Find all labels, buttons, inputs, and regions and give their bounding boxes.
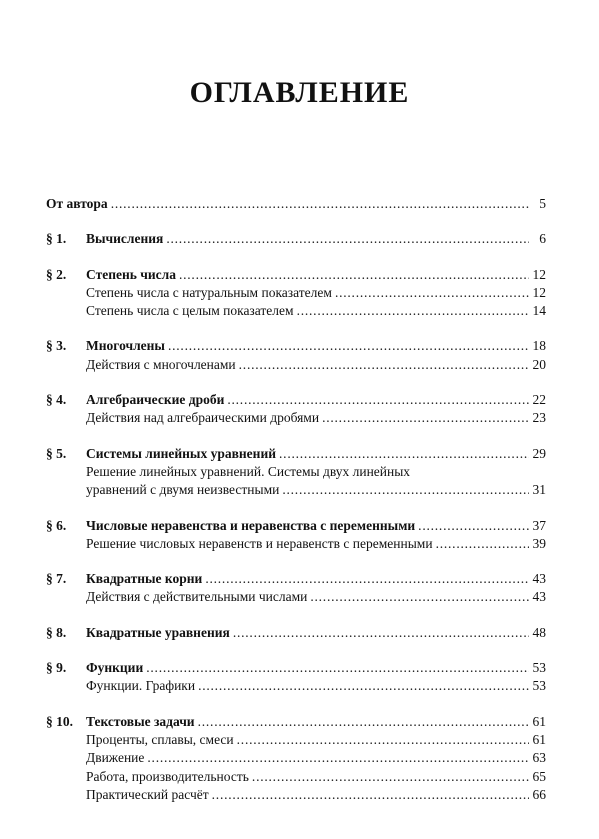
toc-section-number: § 7. — [46, 571, 67, 587]
toc-leader-dots — [205, 570, 529, 588]
toc-page-number: 12 — [532, 284, 546, 300]
toc-entry-title: Системы линейных уравнений — [86, 445, 277, 461]
toc-leader-dots — [322, 409, 529, 427]
toc-entry — [46, 659, 546, 677]
toc-leader-dots — [212, 786, 529, 804]
toc-page-number: 18 — [532, 338, 546, 354]
toc-entry — [46, 749, 546, 767]
toc-entry-title: Степень числа с целым показателем — [86, 303, 294, 319]
toc-page-number: 48 — [532, 624, 546, 640]
toc-page-number: 65 — [532, 768, 546, 784]
toc-entry-title: Работа, производительность — [86, 768, 249, 784]
toc-leader-dots — [279, 445, 529, 463]
toc-entry — [46, 731, 546, 749]
toc-entry — [46, 230, 546, 248]
toc-page-number: 61 — [532, 713, 546, 729]
toc-section-number: § 9. — [46, 660, 67, 676]
toc-page-number: 14 — [532, 303, 546, 319]
toc-section-number: § 2. — [46, 266, 67, 282]
toc-page-number: 61 — [532, 731, 546, 747]
toc-page-number: 20 — [532, 356, 546, 372]
toc-entry — [46, 337, 546, 355]
toc-entry-title: Числовые неравенства и неравенства с переменными — [86, 517, 416, 533]
toc-entry — [46, 768, 546, 786]
toc-page-number: 53 — [532, 678, 546, 694]
toc-leader-dots — [310, 588, 529, 606]
toc-entry — [46, 786, 546, 804]
toc-entry-title: Функции — [86, 660, 144, 676]
toc-leader-dots — [168, 337, 529, 355]
toc-leader-dots — [146, 659, 529, 677]
toc-entry-title: Квадратные уравнения — [86, 624, 230, 640]
toc-page-number: 63 — [532, 750, 546, 766]
table-of-contents — [46, 195, 546, 804]
toc-leader-dots — [233, 624, 529, 642]
toc-page-number: 12 — [532, 266, 546, 282]
toc-entry-title: Практический расчёт — [86, 786, 209, 802]
toc-section-number: § 1. — [46, 231, 67, 247]
toc-entry-title: Алгебраические дроби — [86, 392, 225, 408]
toc-entry — [46, 517, 546, 535]
toc-leader-dots — [111, 195, 529, 213]
toc-entry-title: Проценты, сплавы, смеси — [86, 731, 234, 747]
toc-section-number: § 8. — [46, 624, 67, 640]
toc-leader-dots — [147, 749, 529, 767]
toc-page-number: 37 — [532, 517, 546, 533]
toc-entry-title: Действия с многочленами — [86, 356, 236, 372]
toc-entry — [46, 266, 546, 284]
toc-entry — [46, 356, 546, 374]
toc-entry-title: Степень числа с натуральным показателем — [86, 284, 332, 300]
page-title: ОГЛАВЛЕНИЕ — [189, 76, 410, 109]
toc-page-number: 43 — [532, 589, 546, 605]
toc-leader-dots — [436, 535, 529, 553]
toc-entry — [46, 588, 546, 606]
toc-leader-dots — [227, 391, 529, 409]
toc-page-number: 43 — [532, 571, 546, 587]
toc-entry — [46, 445, 546, 463]
toc-entry-title: Движение — [86, 750, 145, 766]
toc-entry — [46, 463, 546, 481]
toc-entry-title: Степень числа — [86, 266, 176, 282]
toc-section-number: § 3. — [46, 338, 67, 354]
toc-entry — [46, 481, 546, 499]
toc-entry — [46, 535, 546, 553]
toc-entry — [46, 409, 546, 427]
toc-entry — [46, 302, 546, 320]
toc-page-number: 5 — [539, 196, 546, 211]
toc-page-number: 39 — [532, 535, 546, 551]
toc-entry-title: Вычисления — [86, 231, 164, 247]
toc-section-number: § 5. — [46, 445, 67, 461]
toc-section-number: § 10. — [46, 713, 73, 729]
toc-entry-title: Текстовые задачи — [86, 713, 195, 729]
toc-page-number: 31 — [532, 482, 546, 498]
toc-page-number: 53 — [532, 660, 546, 676]
toc-entry-title: Действия над алгебраическими дробями — [86, 410, 320, 426]
toc-entry — [46, 677, 546, 695]
toc-entry-title: Квадратные корни — [86, 571, 203, 587]
toc-entry-title: Действия с действительными числами — [86, 589, 308, 605]
toc-entry — [46, 195, 546, 213]
toc-leader-dots — [237, 731, 529, 749]
toc-section-number: § 4. — [46, 392, 67, 408]
toc-leader-dots — [239, 356, 529, 374]
toc-page-number: 23 — [532, 410, 546, 426]
toc-entry — [46, 391, 546, 409]
toc-entry-title: уравнений с двумя неизвестными — [86, 482, 280, 498]
toc-leader-dots — [418, 517, 529, 535]
toc-leader-dots — [282, 481, 529, 499]
toc-leader-dots — [297, 302, 529, 320]
toc-entry-title: От автора — [46, 196, 108, 211]
toc-leader-dots — [166, 230, 529, 248]
toc-leader-dots — [252, 768, 529, 786]
toc-entry — [46, 624, 546, 642]
toc-page-number: 29 — [532, 445, 546, 461]
toc-entry — [46, 570, 546, 588]
toc-entry — [46, 713, 546, 731]
toc-entry-title: Решение числовых неравенств и неравенств с переменными — [86, 535, 433, 551]
toc-entry-title: Функции. Графики — [86, 678, 196, 694]
toc-page-number: 6 — [539, 231, 546, 247]
toc-leader-dots — [335, 284, 529, 302]
toc-leader-dots — [179, 266, 529, 284]
toc-entry — [46, 284, 546, 302]
toc-leader-dots — [198, 713, 529, 731]
toc-entry-title: Решение линейных уравнений. Системы двух линейных — [86, 463, 411, 479]
toc-page-number: 22 — [532, 392, 546, 408]
toc-leader-dots — [198, 677, 529, 695]
toc-page-number: 66 — [532, 786, 546, 802]
toc-entry-title: Многочлены — [86, 338, 165, 354]
toc-section-number: § 6. — [46, 517, 67, 533]
